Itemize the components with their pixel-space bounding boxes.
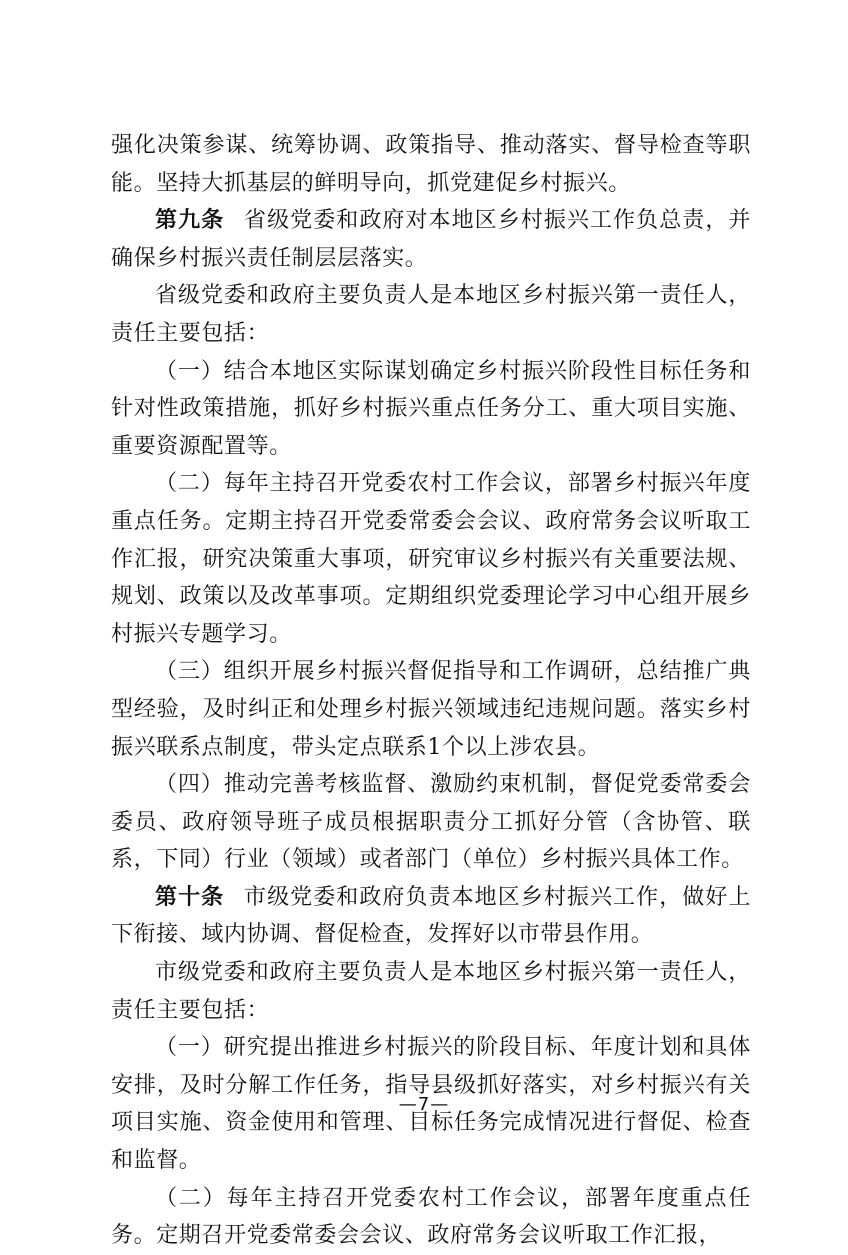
paragraph-text: （二）每年主持召开党委农村工作会议，部署乡村振兴年度重点任务。定期主持召开党委常委会会议、政府常务会议听取工作汇报，研究决策重大事项，研究审议乡村振兴有关重要法规、规划、政策以及改革事项。定期组织党委理论学习中心组开展乡村振兴专题学习。 [111, 471, 751, 647]
paragraph-9 [111, 954, 751, 1029]
paragraph-article-10 [111, 879, 751, 954]
article-number: 第九条 [155, 207, 225, 234]
list-item-6 [111, 1180, 751, 1255]
paragraph-text: （一）研究提出推进乡村振兴的阶段目标、年度计划和具体安排，及时分解工作任务，指导县级抓好落实，对乡村振兴有关项目实施、资金使用和管理、目标任务完成情况进行督促、检查和监督。 [111, 1035, 751, 1174]
list-item-1 [111, 353, 751, 466]
paragraph-text: 市级党委和政府主要负责人是本地区乡村振兴第一责任人，责任主要包括： [111, 960, 751, 1023]
paragraph-1 [111, 127, 751, 202]
list-item-3 [111, 653, 751, 766]
paragraph-text: 市级党委和政府负责本地区乡村振兴工作，做好上下衔接、域内协调、督促检查，发挥好以市带县作用。 [111, 884, 751, 948]
article-number: 第十条 [155, 883, 225, 910]
paragraph-text: 强化决策参谋、统筹协调、政策指导、推动落实、督导检查等职能。坚持大抓基层的鲜明导向，抓党建促乡村振兴。 [111, 133, 751, 196]
paragraph-3 [111, 277, 751, 352]
paragraph-article-9 [111, 202, 751, 277]
paragraph-text: 省级党委和政府主要负责人是本地区乡村振兴第一责任人，责任主要包括： [111, 283, 751, 346]
paragraph-text: （三）组织开展乡村振兴督促指导和工作调研，总结推广典型经验，及时纠正和处理乡村振兴领域违纪违规问题。落实乡村振兴联系点制度，带头定点联系1个以上涉农县。 [111, 659, 751, 760]
document-body [111, 127, 751, 1255]
paragraph-text: （四）推动完善考核监督、激励约束机制，督促党委常委会委员、政府领导班子成员根据职责分工抓好分管（含协管、联系，下同）行业（领域）或者部门（单位）乡村振兴具体工作。 [111, 772, 751, 873]
page-number: —7— [398, 1094, 450, 1115]
list-item-2 [111, 465, 751, 653]
list-item-4 [111, 766, 751, 879]
paragraph-text: 省级党委和政府对本地区乡村振兴工作负总责，并确保乡村振兴责任制层层落实。 [111, 208, 751, 271]
paragraph-text: （一）结合本地区实际谋划确定乡村振兴阶段性目标任务和针对性政策措施，抓好乡村振兴重点任务分工、重大项目实施、重要资源配置等。 [111, 358, 751, 459]
paragraph-text: （二）每年主持召开党委农村工作会议，部署年度重点任务。定期召开党委常委会会议、政府常务会议听取工作汇报， [111, 1185, 751, 1249]
